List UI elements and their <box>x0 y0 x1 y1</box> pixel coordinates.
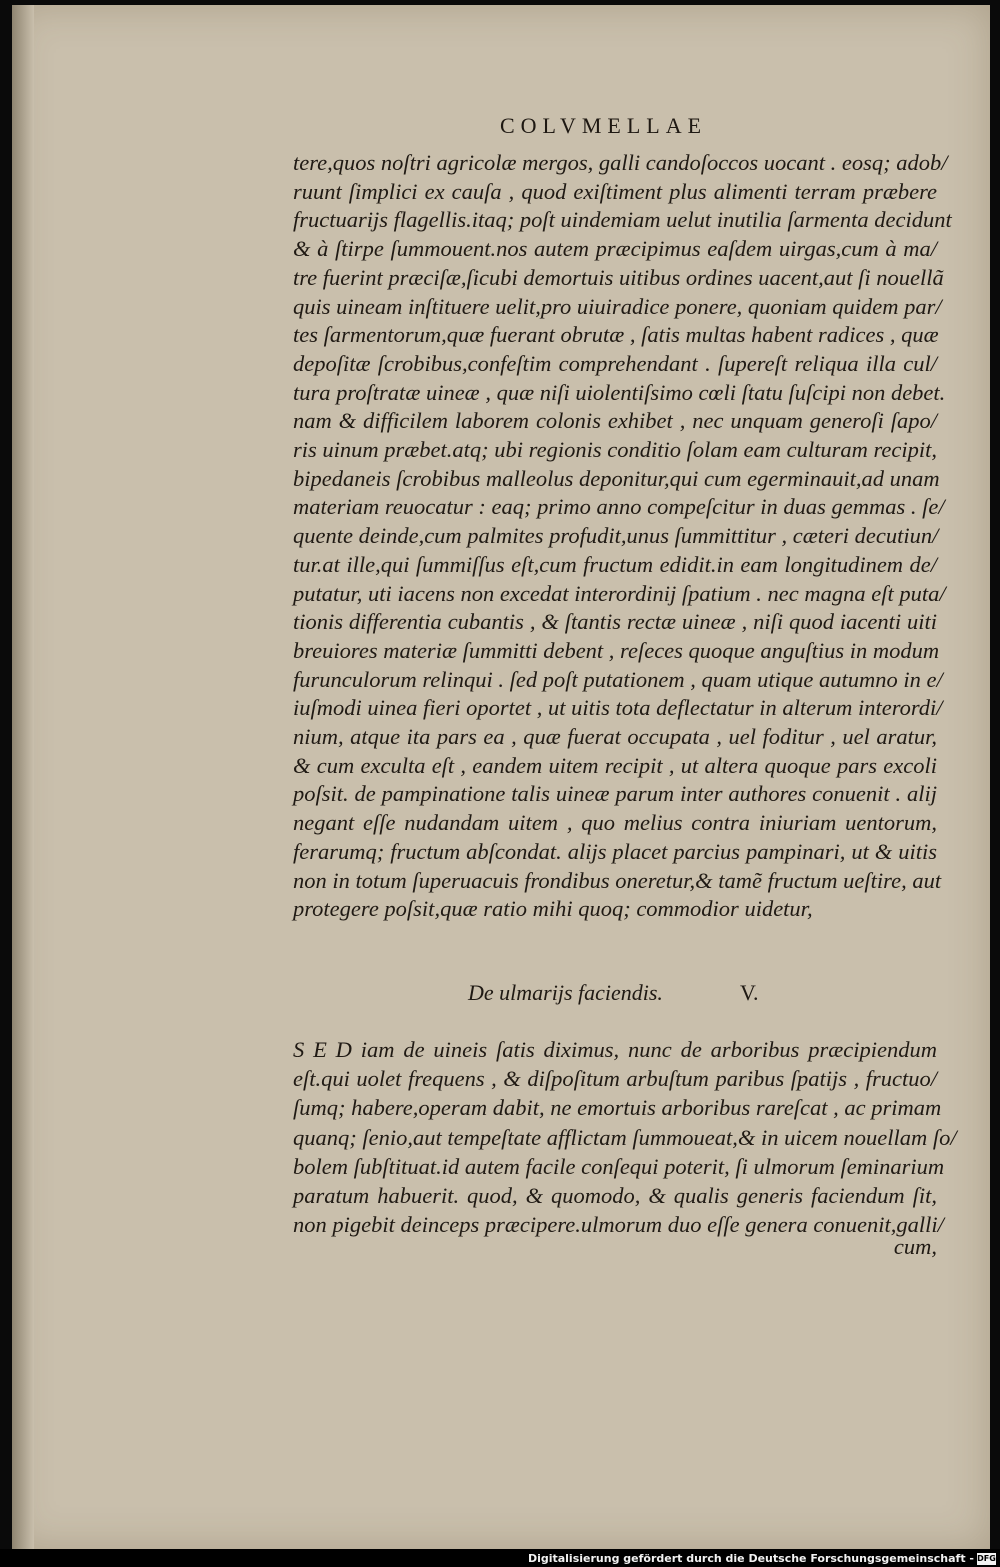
dfg-logo-icon: DFG <box>977 1554 996 1563</box>
text-line: tionis differentia cubantis , & ſtantis rectæ uineæ , niſi quod iacenti uiti <box>293 609 937 635</box>
footer-bar <box>0 1549 1000 1567</box>
text-line: S E D iam de uineis ſatis diximus, nunc de arboribus præcipiendum <box>293 1037 937 1062</box>
text-line: negant eſſe nudandam uitem , quo melius contra iniuriam uentorum, <box>293 810 937 836</box>
text-line: ris uinum præbet.atq; ubi regionis conditio ſolam eam culturam recipit, <box>293 437 937 462</box>
section-heading: De ulmarijs faciendis. <box>468 980 663 1005</box>
text-line: ferarumq; fructum abſcondat. alijs placet parcius pampinari, ut & uitis <box>293 838 937 864</box>
text-line: furunculorum relinqui . ſed poſt putationem , quam utique autumno in e/ <box>293 666 943 692</box>
text-line: & à ſtirpe ſummouent.nos autem præcipimus eaſdem uirgas,cum à ma/ <box>293 236 937 262</box>
text-line: non in totum ſuperuacuis frondibus oneretur,& tamẽ fructum ueſtire, aut <box>293 867 942 893</box>
text-line: bipedaneis ſcrobibus malleolus deponitur,qui cum egerminauit,ad unam <box>293 465 940 491</box>
section-number: V. <box>740 980 759 1005</box>
text-line: nium, atque ita pars ea , quæ fuerat occupata , uel foditur , uel aratur, <box>293 724 937 749</box>
text-line: protegere poſsit,quæ ratio mihi quoq; commodior uidetur, <box>293 896 813 922</box>
text-line: fructuarijs flagellis.itaq; poſt uindemiam uelut inutilia ſarmenta decidunt <box>293 207 952 233</box>
text-line: tur.at ille,qui ſummiſſus eſt,cum fructum edidit.in eam longitudinem de/ <box>293 551 937 577</box>
text-line: putatur, uti iacens non excedat interordinij ſpatium . nec magna eſt puta/ <box>293 580 946 606</box>
text-line: tes ſarmentorum,quæ fuerant obrutæ , ſatis multas habent radices , quæ <box>293 322 939 348</box>
footer-credit: Digitalisierung gefördert durch die Deutsche Forschungsgemeinschaft - <box>527 1552 974 1565</box>
text-line: quis uineam inſtituere uelit,pro uiuiradice ponere, quoniam quidem par/ <box>293 293 942 319</box>
text-line: quanq; ſenio,aut tempeſtate afflictam ſummoueat,& in uicem nouellam ſo/ <box>293 1124 957 1150</box>
running-title: COLVMELLAE <box>500 113 708 138</box>
text-line: nam & difficilem laborem colonis exhibet , nec unquam generoſi ſapo/ <box>293 408 937 434</box>
text-line: iuſmodi uinea fieri oportet , ut uitis tota deflectatur in alterum interordi/ <box>293 695 943 721</box>
text-line: tura proſtratæ uineæ , quæ niſi uiolentiſsimo cœli ſtatu ſuſcipi non debet. <box>293 379 946 405</box>
text-line: poſsit. de pampinatione talis uineæ parum inter authores conuenit . alij <box>293 781 937 807</box>
text-line: & cum exculta eſt , eandem uitem recipit , ut altera quoque pars excoli <box>293 752 937 778</box>
text-line: paratum habuerit. quod, & quomodo, & qualis generis faciendum ſit, <box>293 1183 937 1208</box>
text-line: depoſitæ ſcrobibus,confeſtim comprehendant . ſupereſt reliqua illa cul/ <box>293 350 937 376</box>
text-line: tre fuerint præciſæ,ſicubi demortuis uitibus ordines uacent,aut ſi nouellã <box>293 264 944 290</box>
text-line: ſumq; habere,operam dabit, ne emortuis arboribus rareſcat , ac primam <box>293 1095 942 1121</box>
text-line: quente deinde,cum palmites profudit,unus ſummittitur , cæteri decutiun/ <box>293 523 939 549</box>
text-line: breuiores materiæ ſummitti debent , reſeces quoque anguſtius in modum <box>293 637 940 663</box>
text-line: bolem ſubſtituat.id autem facile conſequi poterit, ſi ulmorum ſeminarium <box>293 1153 945 1179</box>
text-line: tere,quos noſtri agricolæ mergos, galli candoſoccos uocant . eosq; adob/ <box>293 150 948 175</box>
text-line: eſt.qui uolet frequens , & diſpoſitum arbuſtum paribus ſpatijs , fructuo/ <box>293 1066 937 1092</box>
page-binding-shadow <box>12 5 34 1549</box>
text-line: non pigebit deinceps præcipere.ulmorum duo eſſe genera conuenit,galli/ <box>293 1212 944 1238</box>
text-line: materiam reuocatur : eaq; primo anno compeſcitur in duas gemmas . ſe/ <box>293 494 945 520</box>
text-line: ruunt ſimplici ex cauſa , quod exiſtiment plus alimenti terram præbere <box>293 178 937 204</box>
catchword: cum, <box>893 1234 937 1259</box>
